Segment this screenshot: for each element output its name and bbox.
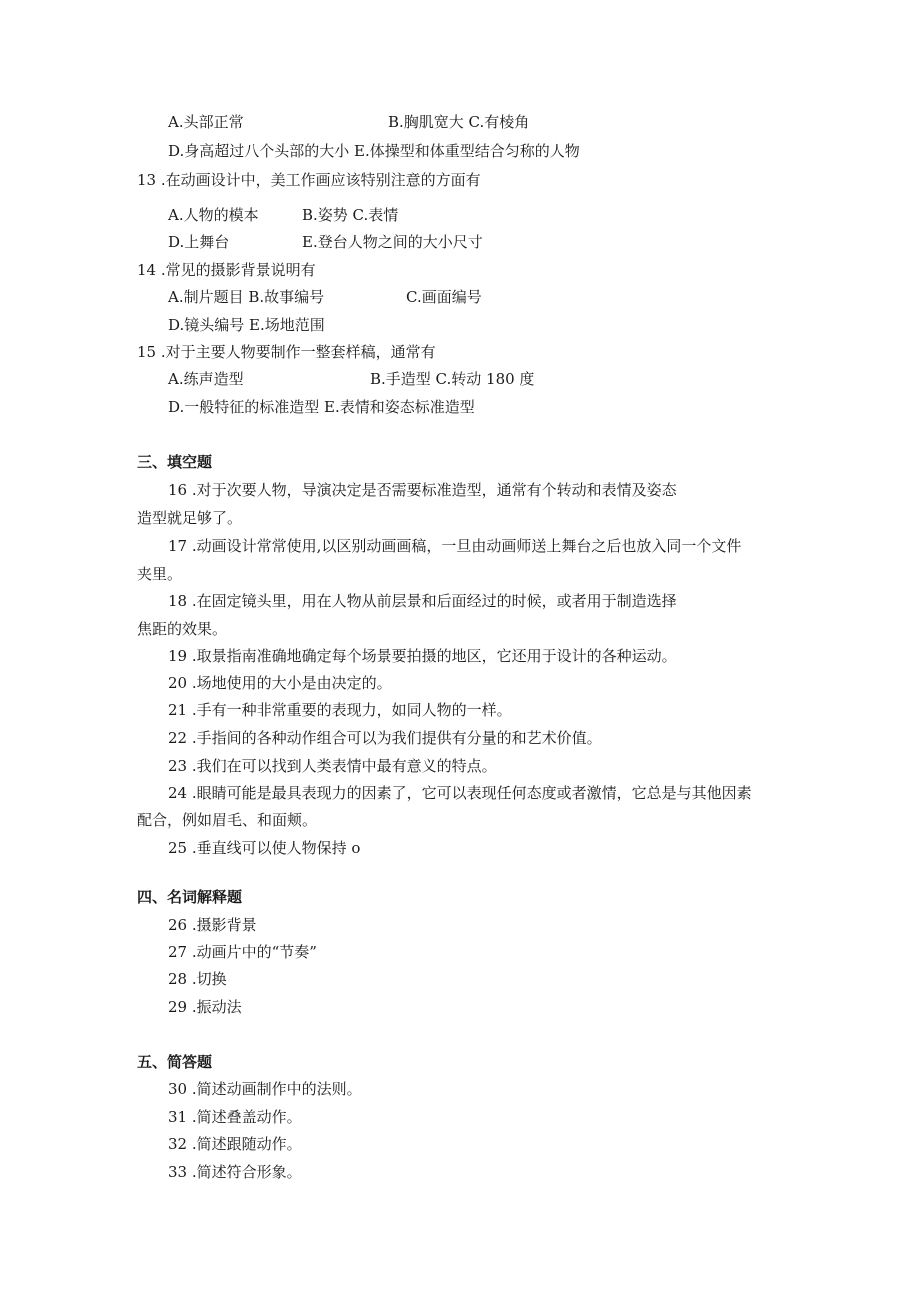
q13-option-bc: B.姿势 C.表情	[302, 206, 399, 224]
q18-line2: 焦距的效果。	[137, 620, 228, 638]
q16-line2: 造型就足够了。	[137, 509, 243, 527]
q13-option-a: A.人物的模本	[168, 206, 259, 224]
q13-option-e: E.登台人物之间的大小尺寸	[302, 233, 483, 251]
q30: 30 .简述动画制作中的法则。	[168, 1080, 362, 1098]
q13-option-d: D.上舞台	[168, 233, 230, 251]
q20: 20 .场地使用的大小是由决定的。	[168, 674, 392, 692]
q12-option-a: A.头部正常	[168, 113, 244, 131]
q23: 23 .我们在可以找到人类表情中最有意义的特点。	[168, 757, 497, 775]
q19: 19 .取景指南准确地确定每个场景要拍摄的地区，它还用于设计的各种运动。	[168, 647, 677, 665]
q29: 29 .振动法	[168, 998, 242, 1016]
q16-line1: 16 .对于次要人物，导演决定是否需要标准造型，通常有个转动和表情及姿态	[168, 481, 677, 499]
q25: 25 .垂直线可以使人物保持 o	[168, 839, 361, 857]
q15-stem: 15 .对于主要人物要制作一整套样稿，通常有	[137, 343, 436, 361]
q14-stem: 14 .常见的摄影背景说明有	[137, 261, 316, 279]
q15-option-bc: B.手造型 C.转动 180 度	[370, 370, 535, 388]
q26: 26 .摄影背景	[168, 916, 257, 934]
section5-title: 五、简答题	[137, 1053, 213, 1071]
q27: 27 .动画片中的“节奏”	[168, 943, 317, 961]
q14-option-ab: A.制片题目 B.故事编号	[168, 288, 325, 306]
section3-title: 三、填空题	[137, 453, 213, 471]
q17-line1: 17 .动画设计常常使用,以区别动画画稿，一旦由动画师送上舞台之后也放入同一个文件	[168, 537, 742, 555]
q14-option-de: D.镜头编号 E.场地范围	[168, 316, 325, 334]
q17-line2: 夹里。	[137, 565, 183, 583]
q15-option-a: A.练声造型	[168, 370, 244, 388]
q15-option-de: D.一般特征的标准造型 E.表情和姿态标准造型	[168, 398, 475, 416]
q28: 28 .切换	[168, 970, 227, 988]
section4-title: 四、名词解释题	[137, 888, 243, 906]
q31: 31 .简述叠盖动作。	[168, 1108, 302, 1126]
q32: 32 .简述跟随动作。	[168, 1135, 302, 1153]
q33: 33 .简述符合形象。	[168, 1163, 302, 1181]
q13-stem: 13 .在动画设计中，美工作画应该特别注意的方面有	[137, 171, 481, 189]
q12-option-bc: B.胸肌宽大 C.有棱角	[388, 113, 530, 131]
q24-line1: 24 .眼睛可能是最具表现力的因素了，它可以表现任何态度或者激情，它总是与其他因素	[168, 784, 752, 802]
q14-option-c: C.画面编号	[406, 288, 482, 306]
q22: 22 .手指间的各种动作组合可以为我们提供有分量的和艺术价值。	[168, 729, 602, 747]
q21: 21 .手有一种非常重要的表现力，如同人物的一样。	[168, 701, 512, 719]
q24-line2: 配合，例如眉毛、和面颊。	[137, 811, 318, 829]
q18-line1: 18 .在固定镜头里，用在人物从前层景和后面经过的时候，或者用于制造选择	[168, 592, 677, 610]
q12-option-de: D.身高超过八个头部的大小 E.体操型和体重型结合匀称的人物	[168, 142, 580, 160]
